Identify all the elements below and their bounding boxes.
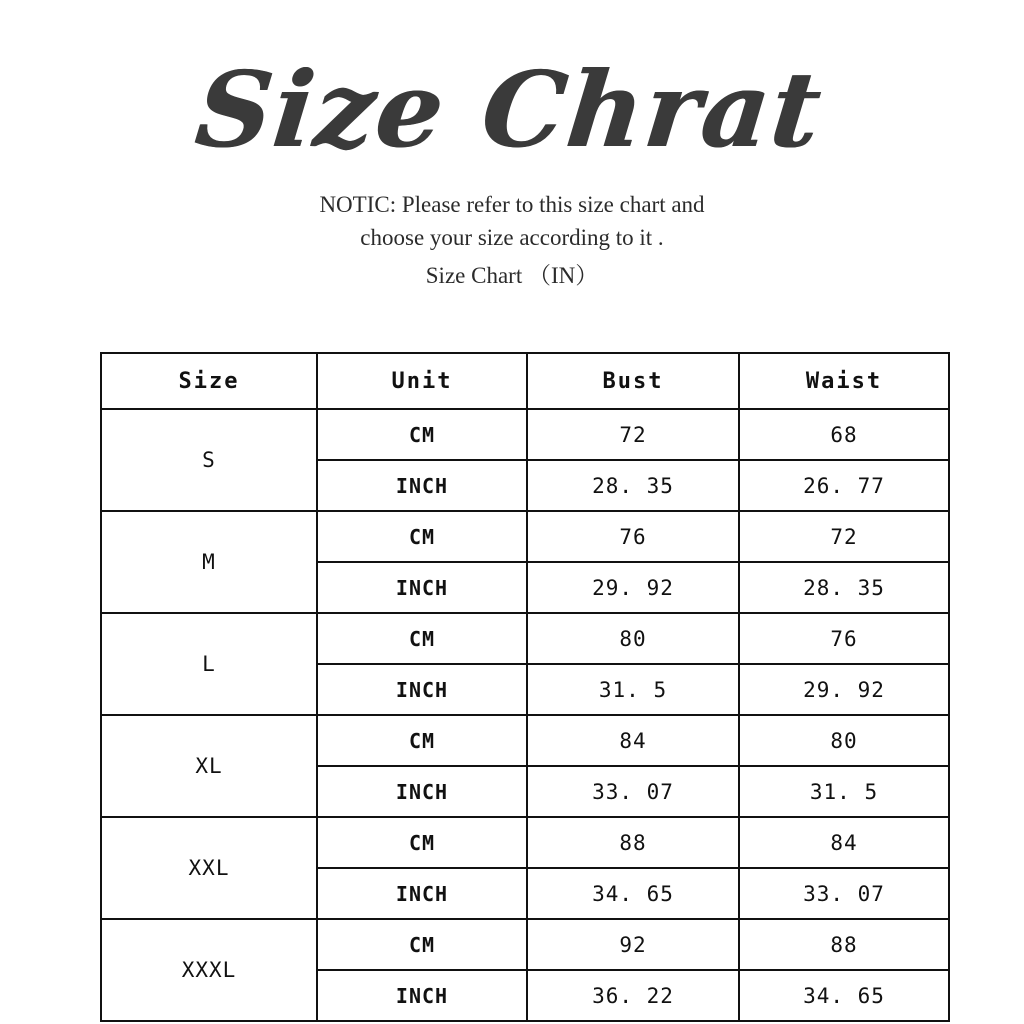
page-title: Size Chrat bbox=[190, 48, 828, 171]
cell-waist-inch: 26. 77 bbox=[739, 460, 949, 511]
cell-unit-inch: INCH bbox=[317, 970, 527, 1021]
cell-bust-inch: 36. 22 bbox=[527, 970, 739, 1021]
cell-unit-inch: INCH bbox=[317, 562, 527, 613]
cell-waist-cm: 68 bbox=[739, 409, 949, 460]
cell-bust-cm: 76 bbox=[527, 511, 739, 562]
cell-size: XXL bbox=[101, 817, 317, 919]
header-unit: Unit bbox=[317, 353, 527, 409]
cell-waist-inch: 28. 35 bbox=[739, 562, 949, 613]
cell-bust-cm: 72 bbox=[527, 409, 739, 460]
cell-waist-cm: 88 bbox=[739, 919, 949, 970]
cell-unit-cm: CM bbox=[317, 409, 527, 460]
cell-bust-inch: 28. 35 bbox=[527, 460, 739, 511]
cell-waist-cm: 80 bbox=[739, 715, 949, 766]
table-body bbox=[101, 409, 949, 1021]
cell-bust-cm: 92 bbox=[527, 919, 739, 970]
table-row bbox=[101, 511, 949, 562]
cell-size: S bbox=[101, 409, 317, 511]
table-header-row bbox=[101, 353, 949, 409]
size-chart-subtitle: Size Chart （IN） bbox=[425, 263, 599, 288]
cell-waist-cm: 72 bbox=[739, 511, 949, 562]
cell-bust-inch: 33. 07 bbox=[527, 766, 739, 817]
cell-bust-inch: 34. 65 bbox=[527, 868, 739, 919]
cell-bust-inch: 31. 5 bbox=[527, 664, 739, 715]
header-size: Size bbox=[101, 353, 317, 409]
cell-bust-cm: 80 bbox=[527, 613, 739, 664]
cell-waist-inch: 29. 92 bbox=[739, 664, 949, 715]
cell-size: M bbox=[101, 511, 317, 613]
table-row bbox=[101, 817, 949, 868]
cell-waist-inch: 34. 65 bbox=[739, 970, 949, 1021]
cell-unit-cm: CM bbox=[317, 715, 527, 766]
cell-size: L bbox=[101, 613, 317, 715]
cell-waist-cm: 84 bbox=[739, 817, 949, 868]
notice-block bbox=[0, 188, 1024, 254]
table-row bbox=[101, 613, 949, 664]
cell-unit-inch: INCH bbox=[317, 766, 527, 817]
cell-unit-inch: INCH bbox=[317, 664, 527, 715]
cell-unit-inch: INCH bbox=[317, 460, 527, 511]
notice-line-1: NOTIC: Please refer to this size chart and bbox=[319, 192, 705, 217]
cell-waist-inch: 33. 07 bbox=[739, 868, 949, 919]
cell-waist-inch: 31. 5 bbox=[739, 766, 949, 817]
cell-unit-cm: CM bbox=[317, 613, 527, 664]
cell-size: XXXL bbox=[101, 919, 317, 1021]
cell-unit-cm: CM bbox=[317, 511, 527, 562]
table-row bbox=[101, 715, 949, 766]
cell-size: XL bbox=[101, 715, 317, 817]
size-table bbox=[100, 352, 950, 1022]
header-bust: Bust bbox=[527, 353, 739, 409]
header-waist: Waist bbox=[739, 353, 949, 409]
cell-bust-cm: 88 bbox=[527, 817, 739, 868]
cell-waist-cm: 76 bbox=[739, 613, 949, 664]
cell-bust-cm: 84 bbox=[527, 715, 739, 766]
cell-bust-inch: 29. 92 bbox=[527, 562, 739, 613]
cell-unit-cm: CM bbox=[317, 817, 527, 868]
cell-unit-cm: CM bbox=[317, 919, 527, 970]
cell-unit-inch: INCH bbox=[317, 868, 527, 919]
size-table-container bbox=[100, 352, 948, 1022]
table-row bbox=[101, 919, 949, 970]
notice-line-2: choose your size according to it . bbox=[360, 225, 664, 250]
table-row bbox=[101, 409, 949, 460]
